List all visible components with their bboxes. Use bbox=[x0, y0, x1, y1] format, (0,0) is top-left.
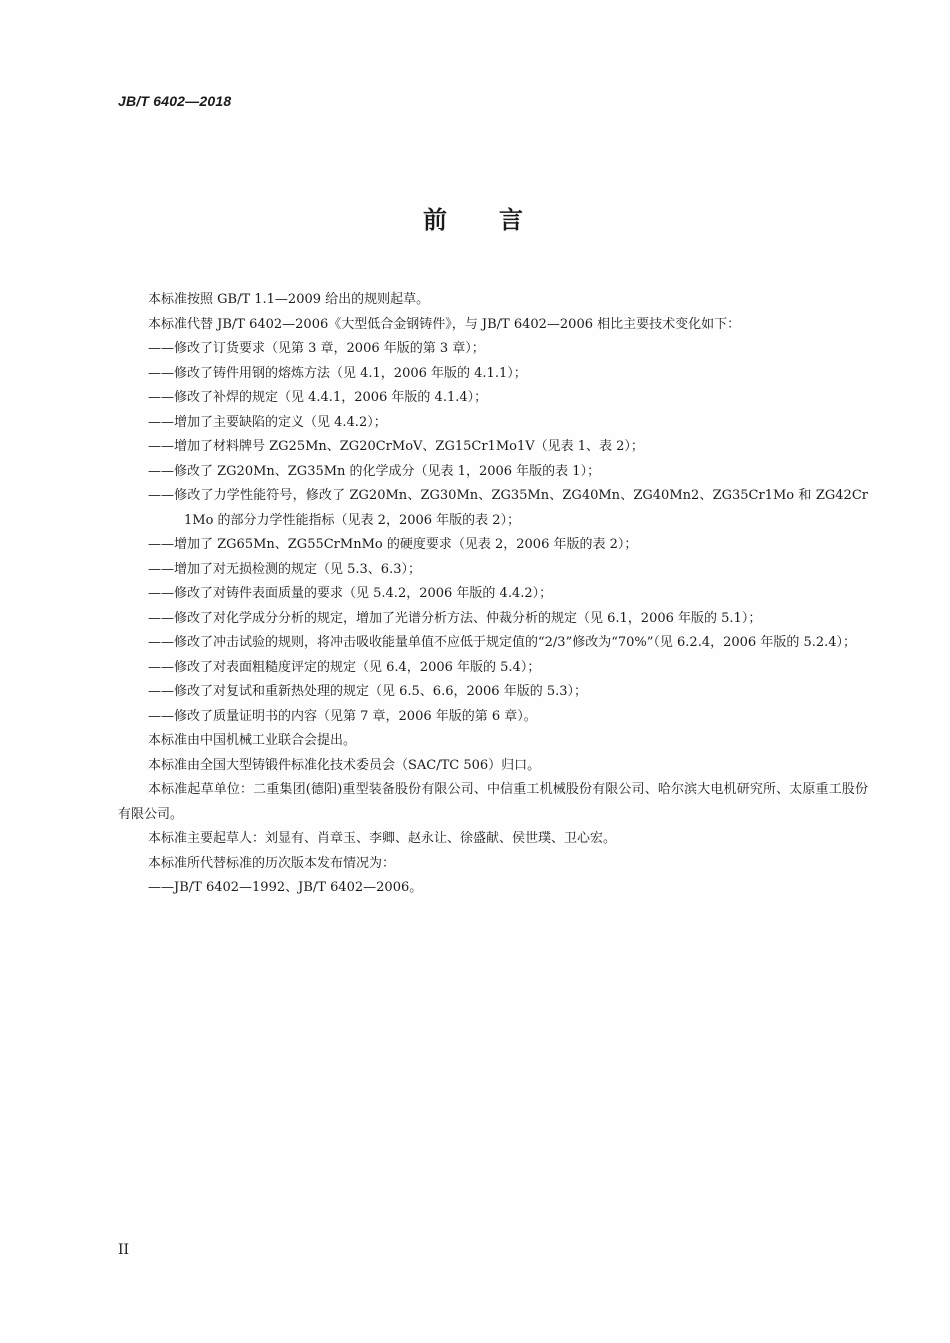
closing-paragraph: 本标准起草单位：二重集团(德阳)重型装备股份有限公司、中信重工机械股份有限公司、哈尔滨大电机研究所、太原重工股份有限公司。 bbox=[118, 782, 868, 822]
change-list-item: ——修改了 ZG20Mn、ZG35Mn 的化学成分（见表 1，2006 年版的表 1）； bbox=[148, 463, 601, 479]
change-list-item: ——修改了订货要求（见第 3 章，2006 年版的第 3 章）； bbox=[148, 341, 485, 356]
change-list-item: ——增加了 ZG65Mn、ZG55CrMnMo 的硬度要求（见表 2，2006 年版的表 2）； bbox=[148, 537, 638, 552]
document-code: JB/T 6402—2018 bbox=[118, 93, 232, 109]
page-number: II bbox=[118, 1242, 130, 1258]
intro-paragraph: 本标准代替 JB/T 6402—2006《大型低合金钢铸件》，与 JB/T 6402—2006 相比主要技术变化如下： bbox=[148, 316, 741, 332]
intro-paragraph: 本标准按照 GB/T 1.1—2009 给出的规则起草。 bbox=[148, 292, 430, 307]
change-list-item: ——修改了质量证明书的内容（见第 7 章，2006 年版的第 6 章）。 bbox=[148, 708, 537, 724]
change-list-item: ——增加了材料牌号 ZG25Mn、ZG20CrMoV、ZG15Cr1Mo1V（见表 1、表 2）； bbox=[148, 439, 644, 454]
change-list-item: ——增加了对无损检测的规定（见 5.3、6.3）； bbox=[148, 561, 421, 577]
closing-paragraph: 本标准主要起草人：刘显有、肖章玉、李卿、赵永让、徐盛献、侯世璞、卫心宏。 bbox=[148, 831, 617, 846]
history-list-item: ——JB/T 6402—1992、JB/T 6402—2006。 bbox=[148, 880, 423, 895]
change-list-item: ——增加了主要缺陷的定义（见 4.4.2）； bbox=[148, 414, 387, 430]
closing-paragraph: 本标准所代替标准的历次版本发布情况为： bbox=[148, 855, 396, 871]
change-list-item: ——修改了力学性能符号，修改了 ZG20Mn、ZG30Mn、ZG35Mn、ZG40Mn、ZG40Mn2、ZG35Cr1Mo 和 ZG42Cr1Mo 的部分力学性能指标（见表 2，2006 年版的表 2）； bbox=[148, 488, 868, 528]
change-list-item: ——修改了冲击试验的规则，将冲击吸收能量单值不应低于规定值的“2/3”修改为“70%”（见 6.2.4，2006 年版的 5.2.4）； bbox=[148, 635, 857, 650]
change-list-item: ——修改了铸件用钢的熔炼方法（见 4.1，2006 年版的 4.1.1）； bbox=[148, 365, 527, 381]
foreword-body bbox=[118, 288, 868, 901]
page-title: 前言 bbox=[423, 206, 575, 234]
closing-paragraph: 本标准由全国大型铸锻件标准化技术委员会（SAC/TC 506）归口。 bbox=[148, 757, 541, 773]
change-list-item: ——修改了对表面粗糙度评定的规定（见 6.4，2006 年版的 5.4）； bbox=[148, 659, 541, 675]
change-list-item: ——修改了对复试和重新热处理的规定（见 6.5、6.6，2006 年版的 5.3）； bbox=[148, 684, 588, 699]
closing-paragraph: 本标准由中国机械工业联合会提出。 bbox=[148, 733, 357, 748]
change-list-item: ——修改了对化学成分分析的规定，增加了光谱分析方法、仲裁分析的规定（见 6.1，2006 年版的 5.1）； bbox=[148, 610, 762, 626]
change-list-item: ——修改了补焊的规定（见 4.4.1，2006 年版的 4.1.4）； bbox=[148, 390, 488, 405]
change-list-item: ——修改了对铸件表面质量的要求（见 5.4.2，2006 年版的 4.4.2）； bbox=[148, 586, 553, 601]
